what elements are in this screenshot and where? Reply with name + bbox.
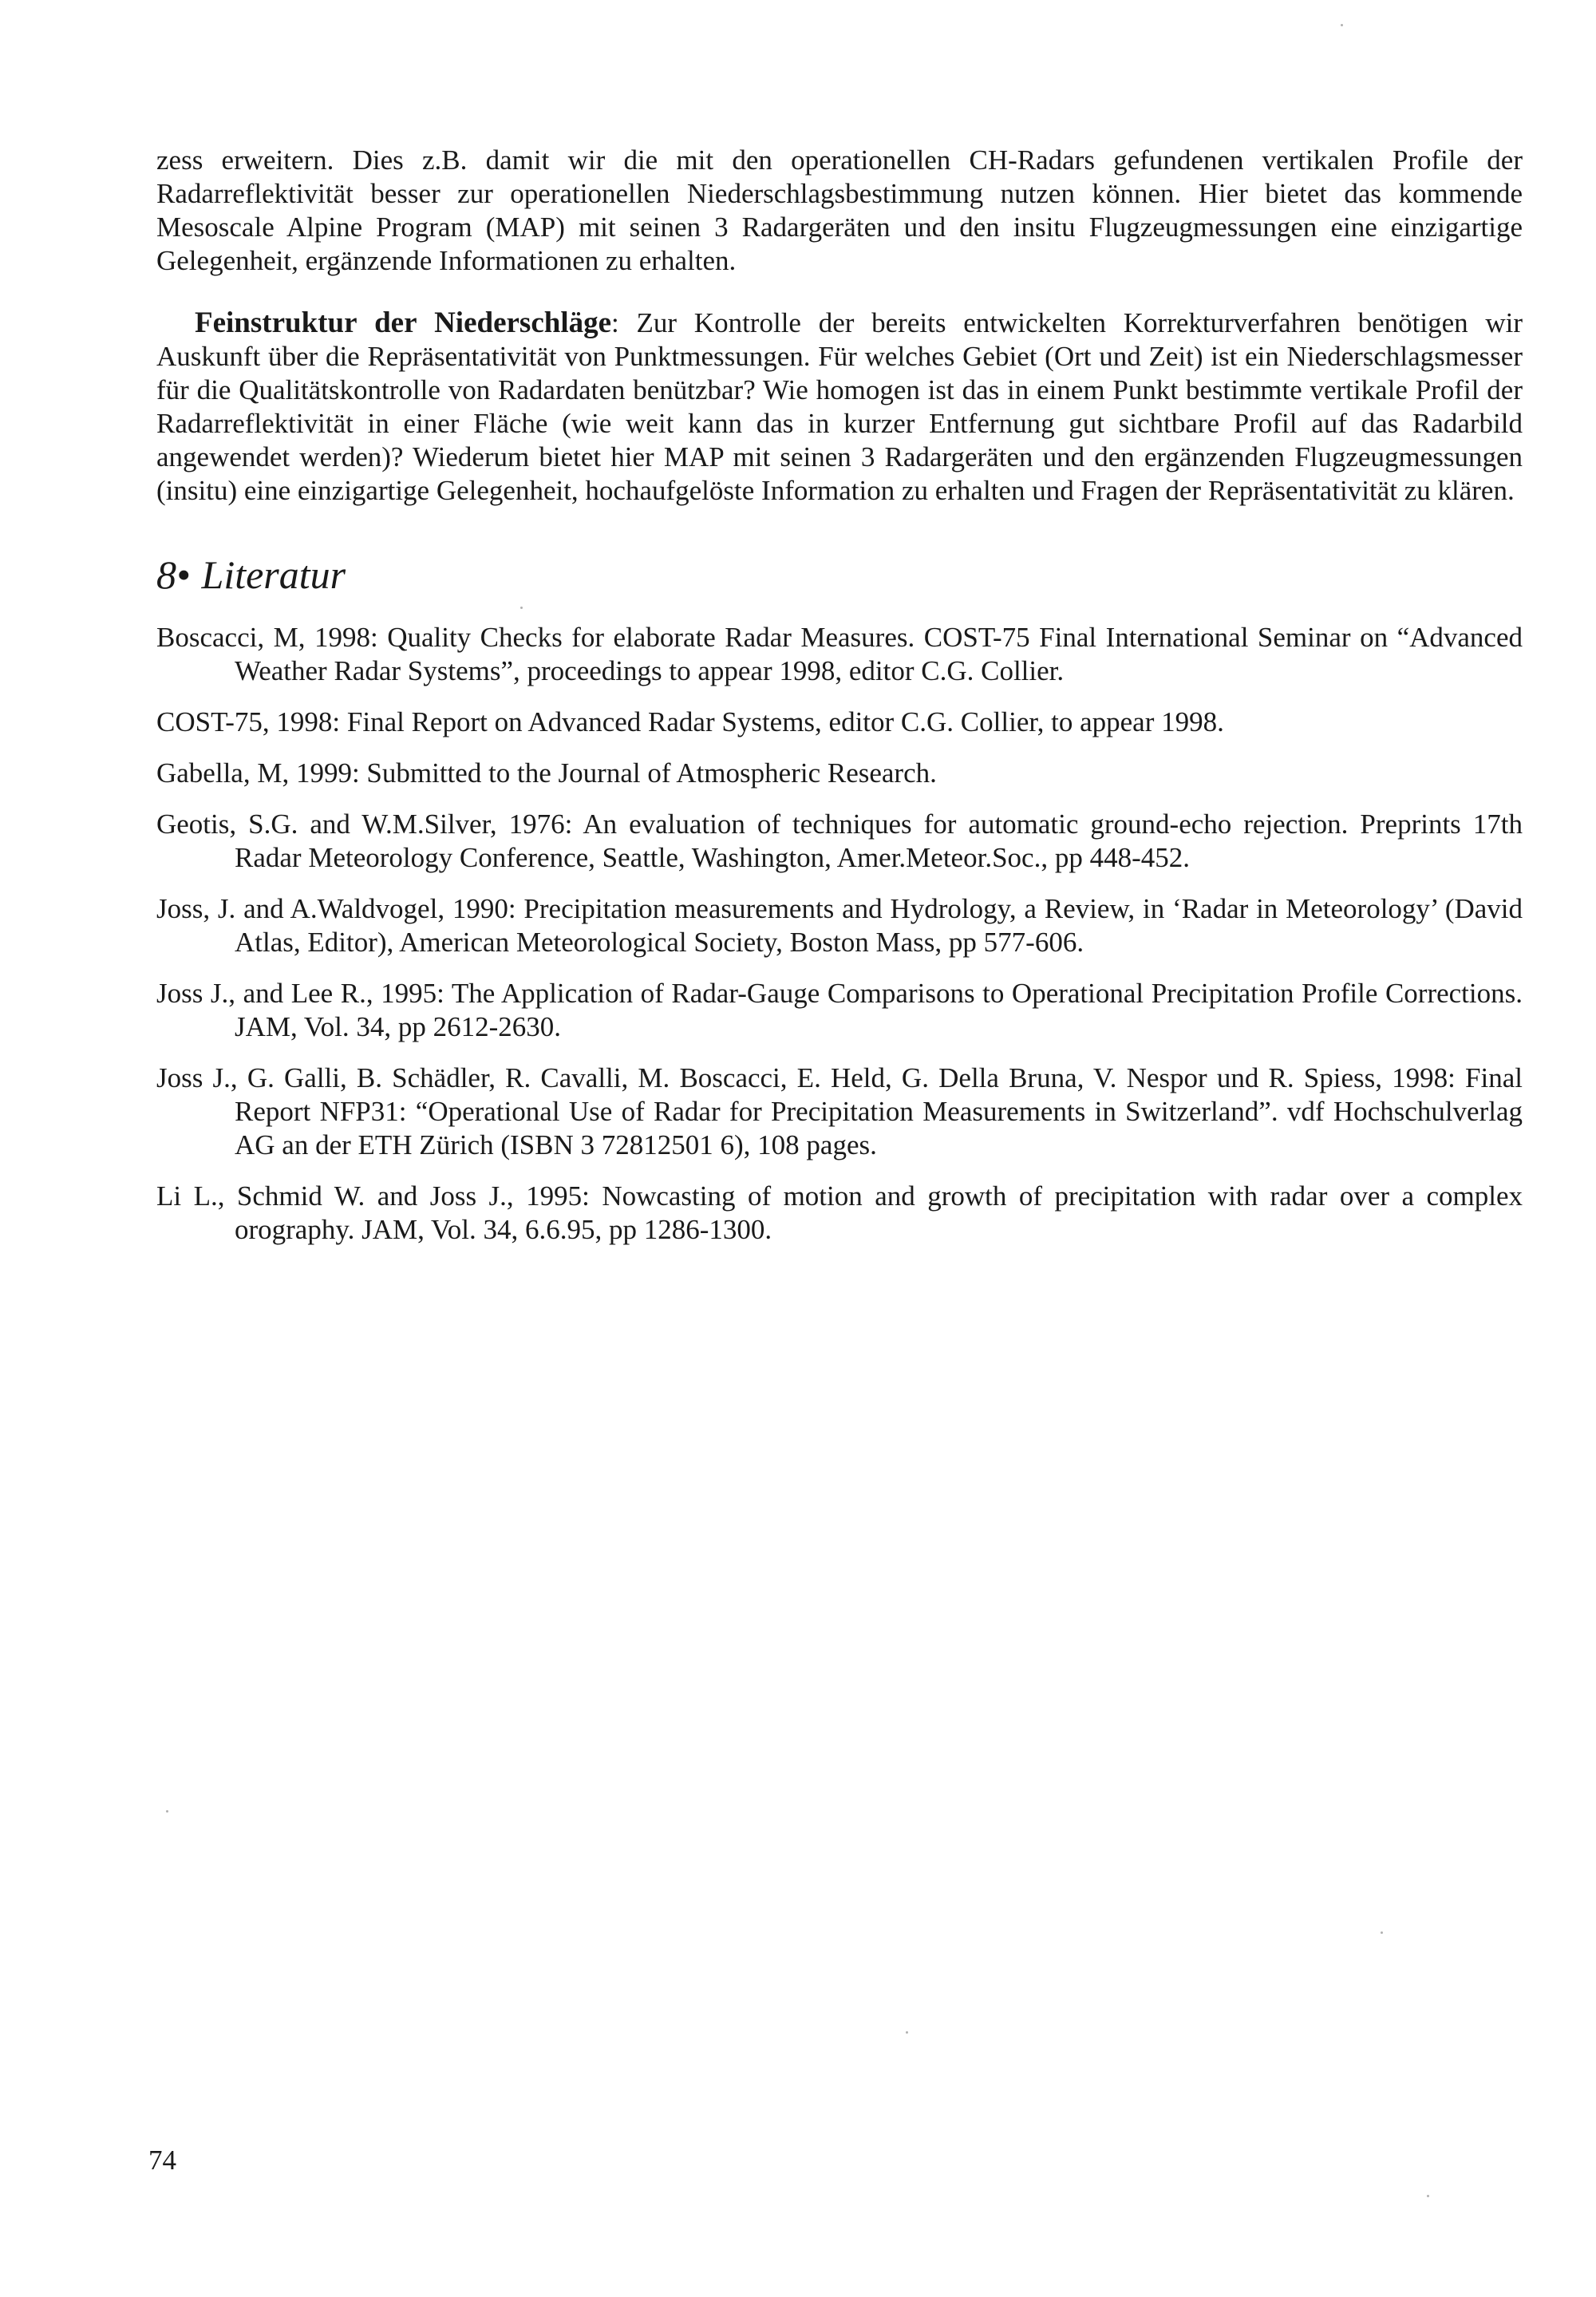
section-number: 8• <box>156 552 191 597</box>
section-title: Literatur <box>201 552 346 597</box>
reference-item: Gabella, M, 1999: Submitted to the Journal of Atmospheric Research. <box>156 757 937 789</box>
scan-speck <box>520 607 523 609</box>
scan-speck <box>1427 2195 1429 2197</box>
reference-list <box>156 621 1523 1247</box>
reference-item: Li L., Schmid W. and Joss J., 1995: Nowcasting of motion and growth of precipitation with radar over a complex orography. JAM, Vol. 34, 6.6.95, pp 1286-1300. <box>156 1180 1523 1245</box>
scan-speck <box>166 1810 168 1813</box>
section-heading <box>156 552 1523 597</box>
body-paragraph-2 <box>156 306 1523 508</box>
reference-item: Joss J., and Lee R., 1995: The Application of Radar-Gauge Comparisons to Operational Precipitation Profile Corrections. JAM, Vol. 34, pp 2612-2630. <box>156 978 1523 1042</box>
body-paragraph-1: zess erweitern. Dies z.B. damit wir die mit den operationellen CH-Radars gefundenen vertikalen Profile der Radarreflektivität besser zur operationellen Niederschlagsbestimmung nutzen können. Hier bietet das kommende Mesoscale Alpine Program (MAP) mit seinen 3 Radargeräten und den insitu Flugzeugmessungen eine einzigartige Gelegenheit, ergänzende Informationen zu erhalten. <box>156 144 1523 276</box>
scan-speck <box>1381 1931 1383 1934</box>
reference-item: Joss, J. and A.Waldvogel, 1990: Precipitation measurements and Hydrology, a Review, in ‘Radar in Meteorology’ (David Atlas, Editor), American Meteorological Society, Boston Mass, pp 577-606. <box>156 893 1523 958</box>
paragraph-text: : Zur Kontrolle der bereits entwickelten Korrekturverfahren benötigen wir Auskunft über die Repräsentativität von Punktmessungen. Für welches Gebiet (Ort und Zeit) ist ein Niederschlagsmesser für die Qualitätskontrolle von Radardaten benützbar? Wie homogen ist das in einem Punkt bestimmte vertikale Profil der Radarreflektivität in einer Fläche (wie weit kann das in kurzer Entfernung gut sichtbare Profil auf das Radarbild angewendet werden)? Wiederum bietet hier MAP mit seinen 3 Radargeräten und den ergänzenden Flugzeugmessungen (insitu) eine einzigartige Gelegenheit, hochaufgelöste Information zu erhalten und Fragen der Repräsentativität zu klären. <box>156 307 1523 506</box>
scan-speck <box>1341 24 1343 26</box>
scan-speck <box>906 2031 908 2034</box>
reference-item: COST-75, 1998: Final Report on Advanced Radar Systems, editor C.G. Collier, to appear 1998. <box>156 706 1224 737</box>
page-number: 74 <box>148 2145 176 2176</box>
page-content <box>156 144 1523 1264</box>
reference-item: Geotis, S.G. and W.M.Silver, 1976: An evaluation of techniques for automatic ground-echo rejection. Preprints 17th Radar Meteorology Conference, Seattle, Washington, Amer.Meteor.Soc., pp 448-452. <box>156 808 1523 873</box>
reference-item: Boscacci, M, 1998: Quality Checks for elaborate Radar Measures. COST-75 Final International Seminar on “Advanced Weather Radar Systems”, proceedings to appear 1998, editor C.G. Collier. <box>156 622 1523 686</box>
reference-item: Joss J., G. Galli, B. Schädler, R. Cavalli, M. Boscacci, E. Held, G. Della Bruna, V. Nespor und R. Spiess, 1998: Final Report NFP31: “Operational Use of Radar for Precipitation Measurements in Switzerland”. vdf Hochschulverlag AG an der ETH Zürich (ISBN 3 72812501 6), 108 pages. <box>156 1062 1523 1160</box>
paragraph-heading: Feinstruktur der Niederschläge <box>195 306 612 339</box>
